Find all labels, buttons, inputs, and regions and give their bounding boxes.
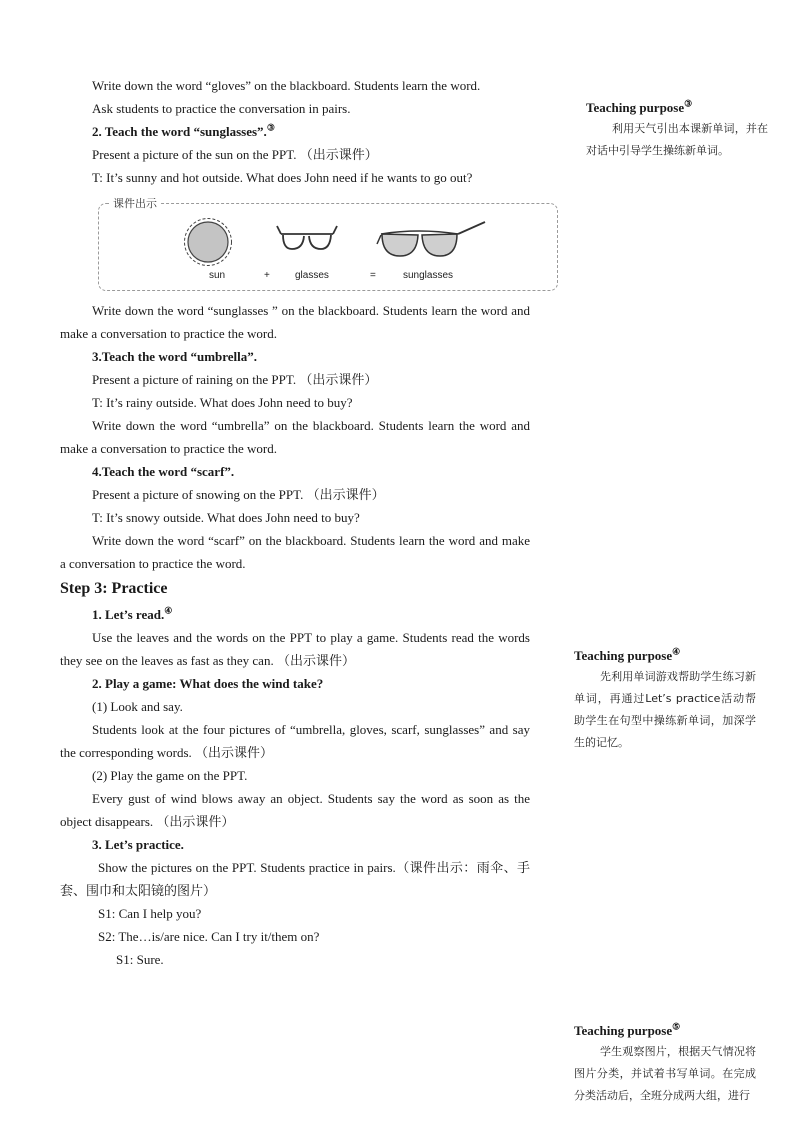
note-title — [574, 1021, 756, 1041]
lesson-body — [60, 74, 530, 971]
footnote-marker: ③ — [684, 98, 693, 109]
note-text: 先利用单词游戏帮助学生练习新单词，再通过Let’s practice活动帮助学生在句型中操练新单词，加深学生的记忆。 — [574, 670, 756, 749]
heading-text: 2. Teach the word “sunglasses”. — [92, 124, 267, 139]
paragraph: (2) Play the game on the PPT. — [92, 768, 248, 783]
paragraph: T: It’s rainy outside. What does John need to buy? — [92, 395, 353, 410]
note-title-text: Teaching purpose — [574, 648, 673, 663]
note-title — [574, 646, 756, 666]
paragraph: Write down the word “scarf” on the blackboard. Students learn the word and make a conversation to practice the word. — [60, 533, 530, 571]
paragraph: Present a picture of snowing on the PPT. （出示课件） — [92, 487, 385, 502]
dialogue-line: S1: Sure. — [116, 952, 164, 967]
caption-glasses: glasses — [295, 270, 329, 281]
figure-tag: 课件出示 — [109, 195, 161, 211]
paragraph: Write down the word “gloves” on the blackboard. Students learn the word. — [92, 78, 481, 93]
paragraph: T: It’s snowy outside. What does John need to buy? — [92, 510, 360, 525]
paragraph: Present a picture of raining on the PPT. （出示课件） — [92, 372, 378, 387]
dialogue-line: S1: Can I help you? — [98, 906, 202, 921]
section-heading — [60, 120, 530, 143]
section-heading: 2. Play a game: What does the wind take? — [92, 676, 324, 691]
paragraph: Present a picture of the sun on the PPT. （出示课件） — [92, 147, 378, 162]
caption-equals: = — [370, 270, 376, 281]
glasses-icon — [277, 226, 337, 249]
heading-text: 1. Let’s read. — [92, 607, 165, 622]
footnote-marker: ⑤ — [672, 1021, 681, 1032]
section-heading: 3.Teach the word “umbrella”. — [92, 349, 258, 364]
teaching-purpose-note — [574, 646, 756, 754]
dialogue-line: S2: The…is/are nice. Can I try it/them on? — [98, 929, 320, 944]
paragraph: Write down the word “sunglasses ” on the blackboard. Students learn the word and make a conversation to practice the word. — [60, 303, 530, 341]
section-heading — [60, 603, 530, 626]
footnote-marker: ④ — [672, 646, 681, 657]
paragraph: T: It’s sunny and hot outside. What does John need if he wants to go out? — [92, 170, 473, 185]
paragraph: Students look at the four pictures of “umbrella, gloves, scarf, sunglasses” and say the corresponding words. （出示课件） — [60, 722, 530, 760]
caption-plus: + — [264, 270, 270, 281]
teaching-purpose-note — [586, 98, 768, 162]
section-heading: 4.Teach the word “scarf”. — [92, 464, 235, 479]
note-text: 学生观察图片，根据天气情况将图片分类，并试着书写单词。在完成分类活动后，全班分成两大组，进行 — [574, 1045, 756, 1102]
step-heading: Step 3: Practice — [60, 580, 168, 597]
paragraph: Write down the word “umbrella” on the blackboard. Students learn the word and make a conversation to practice the word. — [60, 418, 530, 456]
paragraph: Show the pictures on the PPT. Students practice in pairs.（课件出示：雨伞、手套、围巾和太阳镜的图片） — [60, 860, 530, 898]
footnote-marker: ③ — [266, 122, 275, 133]
caption-sunglasses: sunglasses — [403, 270, 454, 281]
caption-sun: sun — [209, 270, 226, 281]
note-text: 利用天气引出本课新单词，并在对话中引导学生操练新单词。 — [586, 122, 768, 157]
teaching-purpose-note — [574, 1021, 756, 1107]
paragraph: Every gust of wind blows away an object. Students say the word as soon as the object disappears. （出示课件） — [60, 791, 530, 829]
note-title-text: Teaching purpose — [574, 1023, 673, 1038]
paragraph: Use the leaves and the words on the PPT to play a game. Students read the words they see on the leaves as fast as they can. （出示课件） — [60, 630, 530, 668]
sunglasses-icon — [377, 222, 485, 256]
paragraph: Ask students to practice the conversation in pairs. — [92, 101, 351, 116]
note-title-text: Teaching purpose — [586, 100, 685, 115]
note-title — [586, 98, 768, 118]
sun-icon — [185, 219, 232, 266]
paragraph: (1) Look and say. — [92, 699, 183, 714]
courseware-figure — [98, 197, 558, 291]
footnote-marker: ④ — [164, 605, 173, 616]
section-heading: 3. Let’s practice. — [92, 837, 184, 852]
